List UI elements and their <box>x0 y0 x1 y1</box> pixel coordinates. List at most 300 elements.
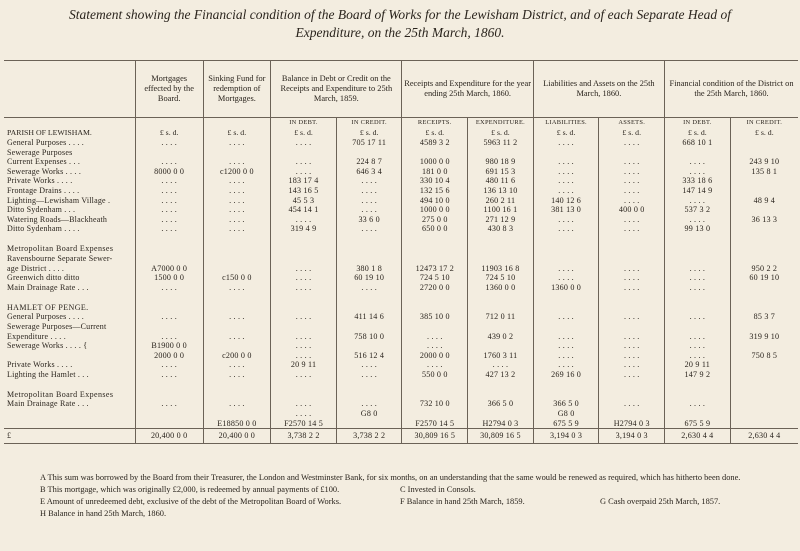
table-cell: 724 5 10 <box>402 273 468 283</box>
table-cell: 20 9 11 <box>665 360 731 370</box>
table-row <box>4 399 798 409</box>
table-cell: 724 5 10 <box>468 273 534 283</box>
table-cell: . . . . <box>203 157 271 167</box>
table-cell: 140 12 6 <box>533 196 599 206</box>
table-cell: . . . . <box>599 312 665 322</box>
table-cell: 750 8 5 <box>730 351 798 361</box>
table-cell: 480 11 6 <box>468 176 534 186</box>
table-row <box>4 224 798 234</box>
table-cell: . . . . <box>135 224 203 234</box>
unit-lsd: £ s. d. <box>135 128 203 138</box>
empty-cell <box>135 234 203 254</box>
total-cell: 30,809 16 5 <box>468 429 534 444</box>
table-cell: . . . . <box>271 370 337 380</box>
empty-cell <box>599 292 665 312</box>
empty-cell <box>468 379 534 399</box>
table-cell: . . . . <box>336 196 402 206</box>
row-label: age District . . . . <box>7 263 65 273</box>
row-label <box>4 409 135 419</box>
table-cell <box>135 322 203 332</box>
table-cell: . . . . <box>135 176 203 186</box>
empty-cell <box>730 234 798 254</box>
table-cell <box>730 399 798 409</box>
table-cell <box>203 322 271 332</box>
table-cell: 147 14 9 <box>665 186 731 196</box>
row-label: Main Drainage Rate . . . <box>7 282 89 292</box>
table-cell: 136 13 10 <box>468 186 534 196</box>
table-cell: . . . . <box>533 312 599 322</box>
table-cell <box>203 264 271 274</box>
table-cell: . . . . <box>135 196 203 206</box>
table-cell <box>533 322 599 332</box>
row-label: Ditto Sydenham . . . <box>7 205 76 215</box>
table-cell: 712 0 11 <box>468 312 534 322</box>
table-cell: A7000 0 0 <box>135 264 203 274</box>
table-row <box>4 283 798 293</box>
total-cell: 2,630 4 4 <box>730 429 798 444</box>
table-cell: 183 17 4 <box>271 176 337 186</box>
table-cell: E18850 0 0 <box>203 419 271 429</box>
totals-label: £ <box>4 429 135 444</box>
table-row <box>4 360 798 370</box>
table-cell: . . . . <box>665 215 731 225</box>
empty-cell <box>203 379 271 399</box>
table-cell: . . . . <box>271 264 337 274</box>
row-label: Ravensbourne Separate Sewer- <box>7 253 113 263</box>
table-cell: 950 2 2 <box>730 264 798 274</box>
empty-cell <box>665 379 731 399</box>
table-cell: 980 18 9 <box>468 157 534 167</box>
table-cell <box>533 148 599 158</box>
table-cell <box>730 322 798 332</box>
empty-cell <box>730 292 798 312</box>
row-label: Sewerage Purposes <box>7 147 73 157</box>
table-cell: . . . . <box>599 351 665 361</box>
table-cell: . . . . <box>271 167 337 177</box>
total-cell: 20,400 0 0 <box>203 429 271 444</box>
document-title <box>0 6 800 42</box>
table-cell: . . . . <box>402 332 468 342</box>
empty-cell <box>665 292 731 312</box>
table-cell: 705 17 11 <box>336 138 402 148</box>
table-cell: . . . . <box>665 196 731 206</box>
table-row <box>4 419 798 429</box>
table-cell: 99 13 0 <box>665 224 731 234</box>
table-cell <box>730 186 798 196</box>
table-cell: 143 16 5 <box>271 186 337 196</box>
subheader-expenditure: EXPENDITURE. <box>468 118 534 129</box>
table-cell <box>271 254 337 264</box>
table-cell: . . . . <box>533 176 599 186</box>
section-heading: Metropolitan Board Expenses <box>7 244 114 254</box>
table-row <box>4 138 798 148</box>
table-cell: 1360 0 0 <box>468 283 534 293</box>
table-cell: . . . . <box>271 351 337 361</box>
row-label: Sewerage Works . . . . <box>7 166 82 176</box>
table-cell <box>135 148 203 158</box>
table-cell <box>336 322 402 332</box>
table-cell: 319 9 10 <box>730 332 798 342</box>
empty-cell <box>533 292 599 312</box>
table-cell: . . . . <box>665 167 731 177</box>
table-cell: . . . . <box>135 283 203 293</box>
table-cell: . . . . <box>599 224 665 234</box>
table-cell <box>730 205 798 215</box>
table-cell: 439 0 2 <box>468 332 534 342</box>
table-cell: H2794 0 3 <box>599 419 665 429</box>
empty-cell <box>336 379 402 399</box>
empty-cell <box>271 234 337 254</box>
table-cell: . . . . <box>135 205 203 215</box>
row-label: Sewerage Purposes—Current <box>7 321 107 331</box>
row-label: Lighting the Hamlet . . . <box>7 369 89 379</box>
table-cell: . . . . <box>135 215 203 225</box>
total-cell: 20,400 0 0 <box>135 429 203 444</box>
table-cell: 275 0 0 <box>402 215 468 225</box>
table-cell: . . . . <box>135 312 203 322</box>
table-cell: 36 13 3 <box>730 215 798 225</box>
table-cell: . . . . <box>402 360 468 370</box>
table-cell: . . . . <box>599 341 665 351</box>
table-cell: . . . . <box>599 332 665 342</box>
table-cell: . . . . <box>203 283 271 293</box>
table-row <box>4 409 798 419</box>
table-row <box>4 254 798 264</box>
table-cell: 45 5 3 <box>271 196 337 206</box>
table-cell: 147 9 2 <box>665 370 731 380</box>
table-cell: 243 9 10 <box>730 157 798 167</box>
unit-lsd: £ s. d. <box>468 128 534 138</box>
table-cell: . . . . <box>533 273 599 283</box>
header-receipts-expenditure: Receipts and Expenditure for the year ending 25th March, 1860. <box>402 61 533 118</box>
table-cell <box>402 254 468 264</box>
empty-cell <box>599 234 665 254</box>
table-cell: . . . . <box>271 332 337 342</box>
empty-cell <box>203 234 271 254</box>
table-cell: . . . . <box>533 138 599 148</box>
subheader-assets: ASSETS. <box>599 118 665 129</box>
table-cell: . . . . <box>203 360 271 370</box>
table-cell: . . . . <box>533 186 599 196</box>
table-cell: 271 12 9 <box>468 215 534 225</box>
table-cell: . . . . <box>271 215 337 225</box>
table-cell: . . . . <box>599 273 665 283</box>
empty-cell <box>468 292 534 312</box>
table-cell: 494 10 0 <box>402 196 468 206</box>
table-cell <box>730 138 798 148</box>
table-cell: . . . . <box>533 224 599 234</box>
table-cell: . . . . <box>533 351 599 361</box>
footnote-e: E Amount of unredeemed debt, exclusive of the debt of the Metropolitan Board of Works. <box>40 497 342 506</box>
table-cell: . . . . <box>336 370 402 380</box>
row-label: Frontage Drains . . . . <box>7 185 80 195</box>
subheader-in-debt-2: IN DEBT. <box>665 118 731 129</box>
row-label: Greenwich ditto ditto <box>7 273 80 283</box>
table-cell: 646 3 4 <box>336 167 402 177</box>
table-cell <box>599 254 665 264</box>
total-cell: 3,738 2 2 <box>336 429 402 444</box>
table-cell: 516 12 4 <box>336 351 402 361</box>
row-label: Sewerage Works . . . . { <box>7 341 88 351</box>
table-cell: . . . . <box>533 332 599 342</box>
table-cell: 427 13 2 <box>468 370 534 380</box>
table-cell: . . . . <box>402 341 468 351</box>
table-cell: 2720 0 0 <box>402 283 468 293</box>
table-cell: . . . . <box>203 186 271 196</box>
table-cell: . . . . <box>599 360 665 370</box>
table-cell <box>730 419 798 429</box>
table-cell: 366 5 0 <box>533 399 599 409</box>
table-cell: . . . . <box>533 264 599 274</box>
unit-lsd: £ s. d. <box>665 128 731 138</box>
table-cell <box>203 409 271 419</box>
total-cell: 3,194 0 3 <box>599 429 665 444</box>
table-cell: 385 10 0 <box>402 312 468 322</box>
section-heading-row <box>4 292 798 312</box>
table-cell <box>468 254 534 264</box>
table-cell: . . . . <box>665 341 731 351</box>
table-row <box>4 332 798 342</box>
row-label: Main Drainage Rate . . . <box>7 399 89 409</box>
table-row <box>4 196 798 206</box>
table-cell: . . . . <box>203 176 271 186</box>
table-cell: 1000 0 0 <box>402 205 468 215</box>
empty-cell <box>468 234 534 254</box>
table-cell <box>730 283 798 293</box>
table-cell: 366 5 0 <box>468 399 534 409</box>
table-cell: B1900 0 0 <box>135 341 203 351</box>
table-cell: . . . . <box>135 332 203 342</box>
header-balance: Balance in Debt or Credit on the Receipts and Expenditure to 25th March, 1859. <box>271 61 402 118</box>
footnote-h: H Balance in hand 25th March, 1860. <box>40 509 167 518</box>
table-cell: . . . . <box>203 215 271 225</box>
row-label: Ditto Sydenham . . . . <box>7 224 80 234</box>
empty-cell <box>402 292 468 312</box>
table-cell: . . . . <box>599 399 665 409</box>
table-cell: . . . . <box>599 138 665 148</box>
table-cell: 330 10 4 <box>402 176 468 186</box>
table-cell <box>203 341 271 351</box>
table-cell: 2000 0 0 <box>402 351 468 361</box>
table-cell: . . . . <box>135 399 203 409</box>
row-label: Lighting—Lewisham Village . <box>7 195 111 205</box>
table-cell: . . . . <box>203 312 271 322</box>
total-cell: 3,738 2 2 <box>271 429 337 444</box>
table-cell: G8 0 <box>336 409 402 419</box>
table-cell: . . . . <box>599 196 665 206</box>
empty-cell <box>730 379 798 399</box>
table-row <box>4 351 798 361</box>
table-cell: . . . . <box>336 176 402 186</box>
table-row <box>4 157 798 167</box>
table-cell: 60 19 10 <box>730 273 798 283</box>
table-cell: 380 1 8 <box>336 264 402 274</box>
table-cell: 224 8 7 <box>336 157 402 167</box>
table-cell <box>730 360 798 370</box>
table-cell: . . . . <box>665 312 731 322</box>
title-line-1: Statement showing the Financial condition of the Board of Works for the Lewisham District, and of each Separate Head of <box>69 7 731 22</box>
table-cell: . . . . <box>336 205 402 215</box>
table-cell: . . . . <box>336 224 402 234</box>
unit-lsd: £ s. d. <box>730 128 798 138</box>
table-cell: c1200 0 0 <box>203 167 271 177</box>
table-cell: . . . . <box>533 167 599 177</box>
table-cell: 550 0 0 <box>402 370 468 380</box>
empty-cell <box>533 379 599 399</box>
totals-row <box>4 429 798 444</box>
table-cell: . . . . <box>665 273 731 283</box>
table-cell: . . . . <box>203 332 271 342</box>
table-cell: . . . . <box>533 157 599 167</box>
table-cell <box>468 409 534 419</box>
empty-cell <box>336 292 402 312</box>
table-cell: 8000 0 0 <box>135 167 203 177</box>
table-cell <box>402 409 468 419</box>
table-cell: 675 5 9 <box>533 419 599 429</box>
row-label: Watering Roads—Blackheath <box>7 214 108 224</box>
table-cell: . . . . <box>271 399 337 409</box>
table-cell: F2570 14 5 <box>402 419 468 429</box>
table-cell: . . . . <box>135 157 203 167</box>
table-cell: . . . . <box>271 273 337 283</box>
table-cell <box>533 254 599 264</box>
parish-heading: PARISH OF LEWISHAM. <box>7 128 92 137</box>
table-cell <box>402 322 468 332</box>
unit-lsd: £ s. d. <box>336 128 402 138</box>
table-cell <box>599 148 665 158</box>
table-cell <box>135 254 203 264</box>
table-cell <box>336 419 402 429</box>
footnote-b-text: B This mortgage, which was originally £2,000, is redeemed by annual payments of £100. <box>40 485 340 494</box>
unit-lsd: £ s. d. <box>599 128 665 138</box>
table-cell <box>730 254 798 264</box>
footnote-c: C Invested in Consols. <box>400 485 476 494</box>
table-cell: . . . . <box>599 167 665 177</box>
table-cell: . . . . <box>468 360 534 370</box>
table-cell: 4589 3 2 <box>402 138 468 148</box>
table-cell <box>730 341 798 351</box>
table-cell: 48 9 4 <box>730 196 798 206</box>
table-cell: . . . . <box>665 157 731 167</box>
table-cell: . . . . <box>336 399 402 409</box>
empty-cell <box>135 292 203 312</box>
section-heading: Metropolitan Board Expenses <box>7 389 114 399</box>
table-cell: . . . . <box>665 332 731 342</box>
table-cell: 1500 0 0 <box>135 273 203 283</box>
table-cell <box>336 148 402 158</box>
table-cell: 732 10 0 <box>402 399 468 409</box>
footnote-f: F Balance in hand 25th March, 1859. <box>400 497 525 506</box>
table-cell: 11903 16 8 <box>468 264 534 274</box>
section-heading-row <box>4 379 798 399</box>
empty-cell <box>402 379 468 399</box>
table-cell <box>730 409 798 419</box>
table-cell: . . . . <box>336 360 402 370</box>
table-cell: 85 3 7 <box>730 312 798 322</box>
table-cell <box>599 322 665 332</box>
table-cell: . . . . <box>599 176 665 186</box>
table-cell: 132 15 6 <box>402 186 468 196</box>
table-cell: . . . . <box>336 283 402 293</box>
table-cell <box>730 176 798 186</box>
unit-lsd: £ s. d. <box>203 128 271 138</box>
table-cell: . . . . <box>665 283 731 293</box>
table-row <box>4 176 798 186</box>
table-cell <box>599 409 665 419</box>
empty-cell <box>203 292 271 312</box>
table-row <box>4 322 798 332</box>
table-cell <box>336 341 402 351</box>
table-cell: . . . . <box>203 205 271 215</box>
subheader-receipts: RECEIPTS. <box>402 118 468 129</box>
empty-cell <box>533 234 599 254</box>
table-cell: 691 15 3 <box>468 167 534 177</box>
table-cell <box>665 409 731 419</box>
table-cell <box>730 224 798 234</box>
header-blank <box>4 61 135 118</box>
table-row <box>4 186 798 196</box>
table-cell: . . . . <box>599 215 665 225</box>
row-label: Expenditure . . . . <box>7 331 66 341</box>
table-cell: 400 0 0 <box>599 205 665 215</box>
table-cell: c200 0 0 <box>203 351 271 361</box>
table-row <box>4 205 798 215</box>
table-cell: 381 13 0 <box>533 205 599 215</box>
table-cell <box>336 254 402 264</box>
table-cell: 135 8 1 <box>730 167 798 177</box>
footnote-row-efg <box>40 496 780 508</box>
table-cell: 1760 3 11 <box>468 351 534 361</box>
table-cell: 650 0 0 <box>402 224 468 234</box>
footnote-g: G Cash overpaid 25th March, 1857. <box>600 497 721 506</box>
table-cell: . . . . <box>271 409 337 419</box>
table-cell <box>203 254 271 264</box>
subheader-in-debt: IN DEBT. <box>271 118 337 129</box>
table-cell: 20 9 11 <box>271 360 337 370</box>
table-cell <box>402 148 468 158</box>
table-cell: . . . . <box>533 215 599 225</box>
table-cell: 430 8 3 <box>468 224 534 234</box>
table-cell: 333 18 6 <box>665 176 731 186</box>
table-cell <box>468 148 534 158</box>
table-cell <box>730 148 798 158</box>
table-cell <box>135 409 203 419</box>
table-cell: . . . . <box>599 264 665 274</box>
total-cell: 30,809 16 5 <box>402 429 468 444</box>
unit-lsd: £ s. d. <box>533 128 599 138</box>
table-cell: . . . . <box>135 360 203 370</box>
section-heading-row <box>4 234 798 254</box>
table-row <box>4 167 798 177</box>
table-cell: 33 6 0 <box>336 215 402 225</box>
footnote-b <box>40 484 780 496</box>
table-row <box>4 148 798 158</box>
table-cell: . . . . <box>203 224 271 234</box>
empty-cell <box>271 379 337 399</box>
financial-statement-table <box>4 60 798 444</box>
table-cell: . . . . <box>599 283 665 293</box>
empty-cell <box>402 234 468 254</box>
table-cell: . . . . <box>271 157 337 167</box>
table-cell: 1000 0 0 <box>402 157 468 167</box>
empty-cell <box>135 379 203 399</box>
table-cell: 675 5 9 <box>665 419 731 429</box>
table-cell: 2000 0 0 <box>135 351 203 361</box>
row-label <box>4 351 135 361</box>
empty-cell <box>271 292 337 312</box>
header-financial-condition: Financial condition of the District on the 25th March, 1860. <box>665 61 798 118</box>
table-cell: . . . . <box>135 370 203 380</box>
